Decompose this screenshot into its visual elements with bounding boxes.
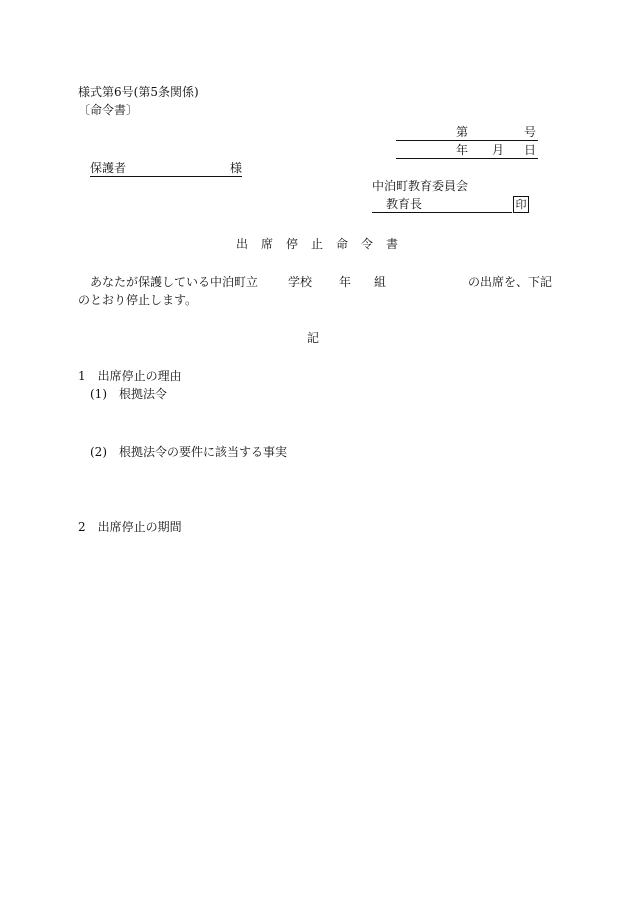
body-text-part1: あなたが保護している中泊町立 [90,275,259,289]
issuer-title-line [372,196,512,213]
issuer-org: 中泊町教育委員会 [372,179,469,193]
issuer-title: 教育長 [386,197,423,211]
title-char: 席 [261,237,274,251]
body-text-part2: の出席を、下記 [468,275,553,289]
number-dai: 第 [456,125,469,139]
title-char: 命 [336,237,349,251]
section-2-heading: 2 出席停止の期間 [78,520,182,534]
title-char: 出 [236,237,249,251]
title-char: 停 [286,237,299,251]
guardian-label: 保護者 [90,161,127,175]
body-text-line2: のとおり停止します。 [78,293,198,307]
ki-mark: 記 [307,331,320,345]
document-kind: 〔命令書〕 [78,103,139,117]
seal-box: 印 [513,196,529,213]
body-class: 組 [374,275,387,289]
title-char: 令 [361,237,374,251]
number-go: 号 [524,125,537,139]
date-year: 年 [456,143,469,157]
section-1-item-1: (1) 根拠法令 [90,387,167,401]
date-line [396,142,538,159]
form-label: 様式第6号(第5条関係) [78,85,199,99]
date-month: 月 [492,143,505,157]
guardian-line [90,160,242,177]
date-day: 日 [524,143,537,157]
body-school: 学校 [288,275,313,289]
guardian-honorific: 様 [230,161,243,175]
section-1-heading: 1 出席停止の理由 [78,369,182,383]
section-1-item-2: (2) 根拠法令の要件に該当する事実 [90,445,287,459]
body-grade: 年 [339,275,352,289]
title-char: 止 [311,237,324,251]
title-char: 書 [386,237,399,251]
document-number-line [396,124,538,141]
